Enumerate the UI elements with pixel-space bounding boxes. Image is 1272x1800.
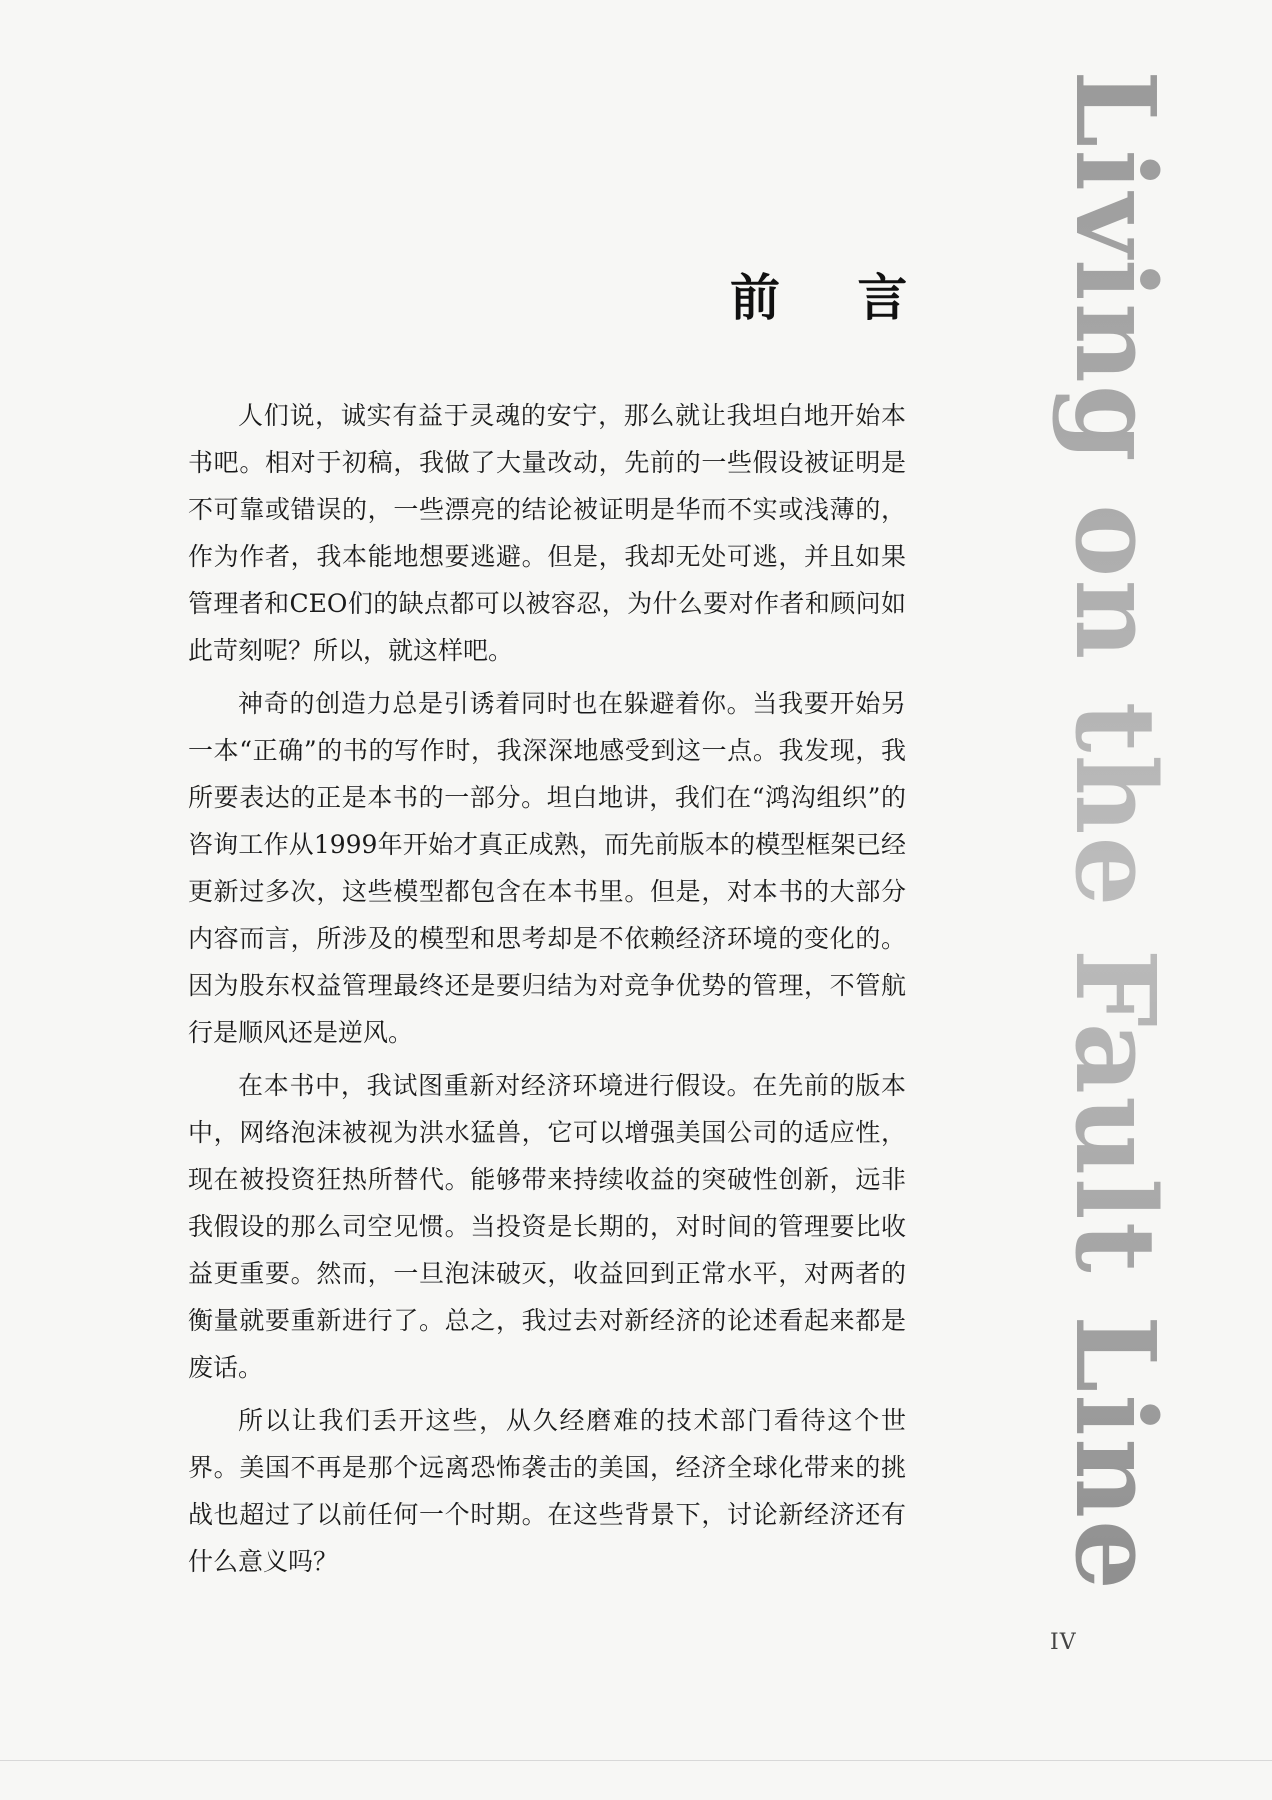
paragraph-4: 所以让我们丢开这些，从久经磨难的技术部门看待这个世界。美国不再是那个远离恐怖袭击的美国，经济全球化带来的挑战也超过了以前任何一个时期。在这些背景下，讨论新经济还有什么意义吗？ <box>188 1406 906 1576</box>
paragraph-2: 神奇的创造力总是引诱着同时也在躲避着你。当我要开始另一本“正确”的书的写作时，我深深地感受到这一点。我发现，我所要表达的正是本书的一部分。坦白地讲，我们在“鸿沟组织”的咨询工作从1999年开始才真正成熟，而先前版本的模型框架已经更新过多次，这些模型都包含在本书里。但是，对本书的大部分内容而言，所涉及的模型和思考却是不依赖经济环境的变化的。因为股东权益管理最终还是要归结为对竞争优势的管理，不管航行是顺风还是逆风。 <box>188 689 906 1047</box>
paragraph-3: 在本书中，我试图重新对经济环境进行假设。在先前的版本中，网络泡沫被视为洪水猛兽，它可以增强美国公司的适应性，现在被投资狂热所替代。能够带来持续收益的突破性创新，远非我假设的那么司空见惯。当投资是长期的，对时间的管理要比收益更重要。然而，一旦泡沫破灭，收益回到正常水平，对两者的衡量就要重新进行了。总之，我过去对新经济的论述看起来都是废话。 <box>188 1071 906 1382</box>
bottom-rule <box>0 1760 1272 1761</box>
page-number: IV <box>1050 1630 1077 1655</box>
paragraph-1: 人们说，诚实有益于灵魂的安宁，那么就让我坦白地开始本书吧。相对于初稿，我做了大量改动，先前的一些假设被证明是不可靠或错误的，一些漂亮的结论被证明是华而不实或浅薄的，作为作者，我本能地想要逃避。但是，我却无处可逃，并且如果管理者和CEO们的缺点都可以被容忍，为什么要对作者和顾问如此苛刻呢？所以，就这样吧。 <box>188 401 906 665</box>
page-heading: 前 言 <box>730 269 938 327</box>
side-title: Living on the Fault Line <box>1051 70 1180 1593</box>
body-text <box>188 392 906 1591</box>
